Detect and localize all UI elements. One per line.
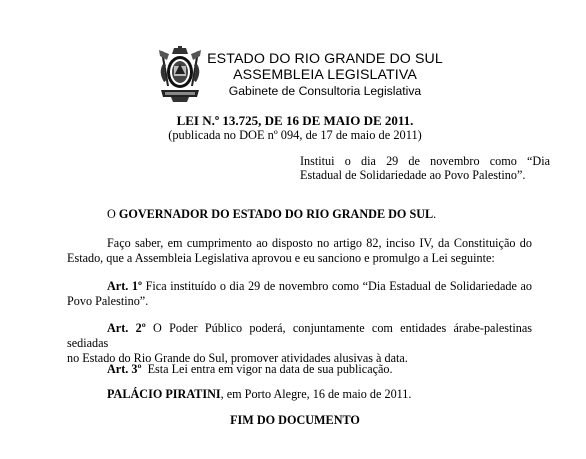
article-3-text: Esta Lei entra em vigor na data de sua publicação. [141,362,393,376]
article-3-label: Art. 3º [107,362,142,376]
law-title: LEI N.º 13.725, DE 16 DE MAIO DE 2011. [176,113,414,128]
law-heading [150,113,440,143]
law-ementa [300,154,550,182]
coat-of-arms-icon [157,46,203,102]
article-3 [107,362,527,377]
gov-prefix: O [107,207,119,221]
signature-line [107,387,527,402]
article-2-text: O Poder Público poderá, conjuntamente com entidades árabe-palestinas sediadas [67,321,532,350]
law-publication: (publicada no DOE nº 094, de 17 de maio de 2011) [168,128,422,142]
article-1-text: Fica instituído o dia 29 de novembro como “Dia Estadual de Solidariedade ao [142,279,532,293]
ementa-line-1: Institui o dia 29 de novembro como “Dia [300,154,550,168]
governor-paragraph [107,207,507,222]
end-of-document: FIM DO DOCUMENTO [230,413,360,427]
ementa-line-2: Estadual de Solidariedade ao Povo Palestino”. [300,168,526,182]
article-1-line-1 [67,279,532,294]
place-date: , em Porto Alegre, 16 de maio de 2011. [220,387,412,401]
article-2-label: Art. 2º [107,321,146,335]
article-2-line-1 [67,321,532,351]
article-2-line-2: no Estado do Rio Grande do Sul, promover atividades alusivas à data. [67,351,408,365]
header-state: ESTADO DO RIO GRANDE DO SUL [207,51,443,67]
palace-name: PALÁCIO PIRATINI [107,387,221,401]
article-2 [67,321,532,366]
document-header [205,51,445,99]
article-1-label: Art. 1º [107,279,143,293]
enactment-line-1: Faço saber, em cumprimento ao disposto no artigo 82, inciso IV, da Constituição do [107,236,532,250]
enactment-paragraph [67,236,532,266]
header-assembly: ASSEMBLEIA LEGISLATIVA [233,67,417,83]
article-1-line-2: Povo Palestino”. [67,294,149,308]
gov-title: GOVERNADOR DO ESTADO DO RIO GRANDE DO SUL [118,207,434,221]
header-office: Gabinete de Consultoria Legislativa [228,84,422,98]
gov-suffix: . [433,207,437,221]
article-1 [67,279,532,309]
enactment-line-2: Estado, que a Assembleia Legislativa aprovou e eu sanciono e promulgo a Lei seguinte: [67,251,495,265]
